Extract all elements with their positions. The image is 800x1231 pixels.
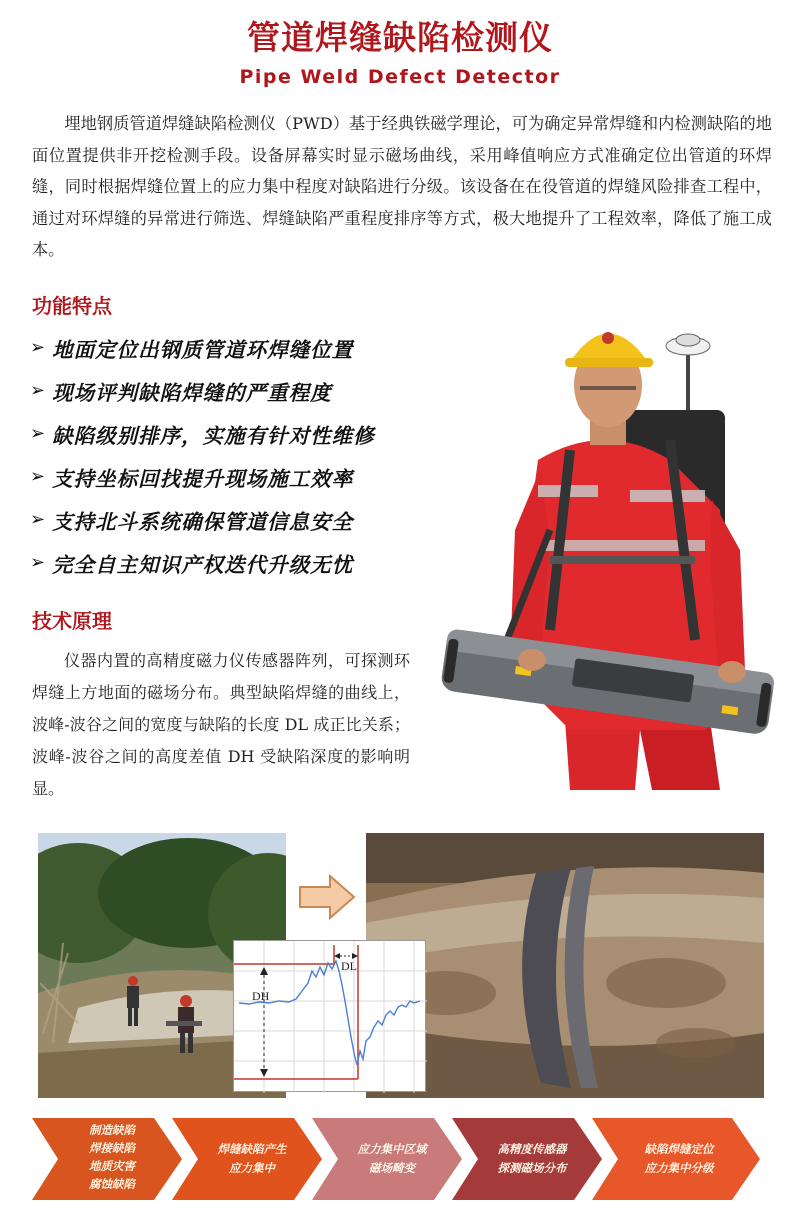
process-step-1 xyxy=(32,1118,182,1200)
feature-item xyxy=(30,455,430,498)
step-line: 地质灾害 xyxy=(89,1159,135,1173)
features-heading: 功能特点 xyxy=(32,294,112,318)
intro-paragraph: 埋地钢质管道焊缝缺陷检测仪（PWD）基于经典铁磁学理论，可为确定异常焊缝和内检测缺陷的地面位置提供非开挖检测手段。设备屏幕实时显示磁场曲线，采用峰值响应方式准确定位出管道的环焊缝，同时根据焊缝位置上的应力集中程度对缺陷进行分级。该设备在在役管道的焊缝风险排查工程中，通过对环焊缝的异常进行筛选、焊缝缺陷严重程度排序等方式，极大地提升了工程效率，降低了施工成本。 xyxy=(32,114,772,259)
feature-item xyxy=(30,498,430,541)
arrow-bullet-icon: ➢ xyxy=(30,380,47,401)
step-line: 应力集中区域 xyxy=(357,1142,427,1156)
arrow-bullet-icon: ➢ xyxy=(30,423,47,444)
feature-item xyxy=(30,369,430,412)
feature-item xyxy=(30,412,430,455)
arrow-bullet-icon: ➢ xyxy=(30,337,47,358)
process-step-3 xyxy=(312,1118,462,1200)
process-step-5 xyxy=(592,1118,760,1200)
worker-with-detector-image xyxy=(420,300,780,790)
feature-text: 现场评判缺陷焊缝的严重程度 xyxy=(52,380,332,405)
right-arrow-icon xyxy=(298,874,356,920)
principle-heading: 技术原理 xyxy=(32,609,112,633)
feature-item xyxy=(30,326,430,369)
page-subtitle-en: Pipe Weld Defect Detector xyxy=(239,66,561,88)
features-list xyxy=(30,326,430,584)
dl-label: DL xyxy=(341,959,357,973)
process-step-4 xyxy=(452,1118,602,1200)
step-line: 制造缺陷 xyxy=(89,1123,135,1137)
page-title: 管道焊缝缺陷检测仪 xyxy=(247,18,553,57)
magnetic-curve-graph xyxy=(233,940,426,1092)
process-step-2 xyxy=(172,1118,322,1200)
feature-text: 完全自主知识产权迭代升级无忧 xyxy=(52,552,354,577)
step-line: 高精度传感器 xyxy=(497,1142,567,1156)
feature-text: 支持北斗系统确保管道信息安全 xyxy=(52,509,354,534)
arrow-bullet-icon: ➢ xyxy=(30,509,47,530)
step-line: 磁场畸变 xyxy=(369,1161,415,1175)
step-line: 缺陷焊缝定位 xyxy=(644,1142,714,1156)
feature-item xyxy=(30,541,430,584)
principle-paragraph: 仪器内置的高精度磁力仪传感器阵列，可探测环焊缝上方地面的磁场分布。典型缺陷焊缝的曲线上，波峰-波谷之间的宽度与缺陷的长度 DL 成正比关系；波峰-波谷之间的高度差值 DH 受缺陷深度的影响明显。 xyxy=(32,651,410,798)
arrow-bullet-icon: ➢ xyxy=(30,552,47,573)
step-line: 探测磁场分布 xyxy=(497,1161,567,1175)
step-line: 应力集中分级 xyxy=(644,1161,714,1175)
step-line: 焊缝缺陷产生 xyxy=(217,1142,287,1156)
feature-text: 支持坐标回找提升现场施工效率 xyxy=(52,466,354,491)
dh-label: DH xyxy=(252,989,270,1003)
feature-text: 缺陷级别排序，实施有针对性维修 xyxy=(52,423,375,448)
arrow-bullet-icon: ➢ xyxy=(30,466,47,487)
step-line: 焊接缺陷 xyxy=(89,1141,135,1155)
feature-text: 地面定位出钢质管道环焊缝位置 xyxy=(52,337,354,362)
step-line: 腐蚀缺陷 xyxy=(89,1177,135,1191)
step-line: 应力集中 xyxy=(229,1161,275,1175)
